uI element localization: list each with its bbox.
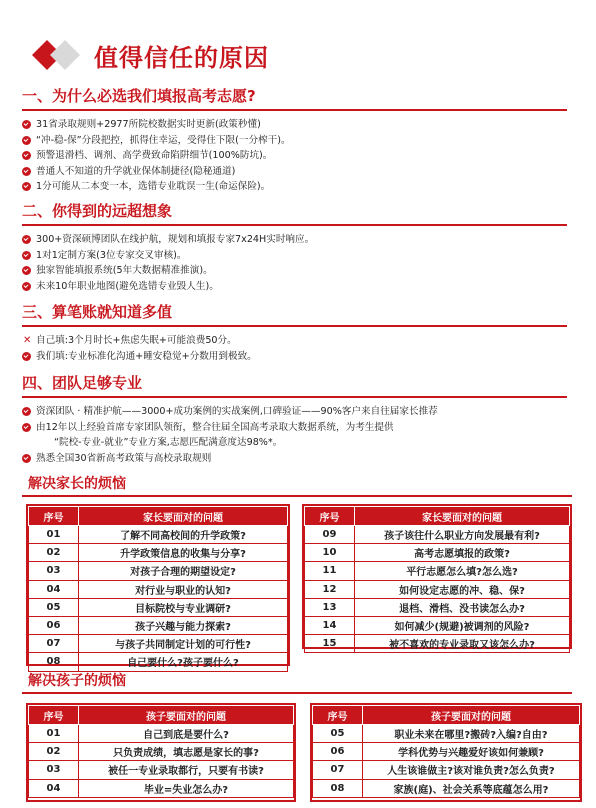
check-circle-icon: [22, 136, 31, 145]
row-number: 08: [313, 779, 363, 797]
row-question: 目标院校与专业调研?: [79, 598, 288, 616]
table-row: [29, 743, 294, 761]
row-question: 对行业与职业的认知?: [79, 580, 288, 598]
col-header-question: 孩子要面对的问题: [79, 706, 294, 725]
check-circle-icon: [22, 352, 31, 361]
row-number: 09: [305, 526, 355, 544]
item-text: 预警退滑档、调剂、高学费致命陷阱细节(100%防坑)。: [36, 150, 273, 162]
section-item: [22, 133, 582, 149]
row-question: 对孩子合理的期望设定?: [79, 562, 288, 580]
row-question: 退档、滑档、没书读怎么办?: [355, 598, 570, 616]
row-question: 如何减少(规避)被调剂的风险?: [355, 616, 570, 634]
item-text: 1分可能从二本变一本，选错专业耽误一生(命运保险)。: [36, 181, 271, 193]
section-item: [22, 420, 582, 436]
check-circle-icon: [22, 182, 31, 191]
section-item: [22, 248, 582, 264]
row-question: 被不喜欢的专业录取又该怎么办?: [355, 635, 570, 653]
item-text: 300+资深硕博团队在线护航，规划和填报专家7x24H实时响应。: [36, 234, 315, 245]
parents-divider: [22, 495, 572, 497]
row-number: 07: [313, 761, 363, 779]
row-number: 01: [29, 725, 79, 743]
check-circle-icon: [22, 423, 31, 432]
row-number: 05: [29, 598, 79, 616]
section-item: [22, 164, 582, 180]
table-row: [29, 725, 294, 743]
table-row: [29, 635, 288, 653]
item-text: “院校-专业-就业”专业方案,志愿匹配满意度达98%*。: [54, 437, 283, 449]
row-question: 高考志愿填报的政策?: [355, 544, 570, 562]
row-question: 被任一专业录取都行，只要有书读?: [79, 761, 294, 779]
table-row: [305, 562, 570, 580]
parents-table-right: [304, 506, 570, 653]
section-item: [22, 148, 582, 164]
table-row: [305, 598, 570, 616]
check-circle-icon: [22, 120, 31, 129]
row-question: 孩子兴趣与能力探索?: [79, 616, 288, 634]
check-circle-icon: [22, 235, 31, 244]
table-row: [29, 526, 288, 544]
row-question: 升学政策信息的收集与分享?: [79, 544, 288, 562]
check-circle-icon: [22, 251, 31, 260]
row-number: 15: [305, 635, 355, 653]
page-title: 值得信任的原因: [94, 44, 269, 72]
table-row: [313, 761, 580, 779]
row-question: 只负责成绩，填志愿是家长的事?: [79, 743, 294, 761]
row-number: 11: [305, 562, 355, 580]
section-item: [22, 179, 582, 195]
table-row: [29, 598, 288, 616]
parents-section-title: 解决家长的烦恼: [28, 476, 126, 492]
parents-table-left: [28, 506, 288, 672]
children-table-right: [312, 705, 580, 798]
item-text: 资深团队 · 精准护航——3000+成功案例的实战案例,口碑验证——90%客户来自往届家长推荐: [36, 406, 438, 417]
page-header: [0, 30, 596, 80]
check-circle-icon: [22, 282, 31, 291]
section-item: [22, 117, 582, 133]
check-circle-icon: [22, 167, 31, 176]
table-row: [29, 653, 288, 671]
col-header-question: 家长要面对的问题: [355, 507, 570, 526]
children-divider: [22, 692, 572, 694]
item-text: 31省录取规则+2977所院校数据实时更新(政策秒懂): [36, 119, 261, 130]
item-text: 独家智能填报系统(5年大数据精准推演)。: [36, 265, 213, 277]
section-title: 二、你得到的远超想象: [22, 202, 173, 220]
row-question: 平行志愿怎么填?怎么选?: [355, 562, 570, 580]
section-item: [22, 435, 582, 451]
row-number: 13: [305, 598, 355, 616]
check-circle-icon: [22, 151, 31, 160]
row-question: 孩子该往什么职业方向发展最有利?: [355, 526, 570, 544]
row-number: 04: [29, 779, 79, 797]
section-item: [22, 333, 582, 349]
item-text: 1对1定制方案(3位专家交叉审核)。: [36, 249, 187, 261]
table-row: [313, 779, 580, 797]
check-circle-icon: [22, 407, 31, 416]
table-row: [305, 635, 570, 653]
section-title: 四、团队足够专业: [22, 374, 143, 392]
row-number: 03: [29, 562, 79, 580]
item-text: 我们填:专业标准化沟通+睡安稳觉+分数用到极致。: [36, 350, 257, 362]
row-question: 自己到底是要什么?: [79, 725, 294, 743]
diamond-logo-icon: [28, 36, 86, 74]
table-row: [305, 526, 570, 544]
section-item: [22, 451, 582, 467]
row-number: 02: [29, 544, 79, 562]
row-number: 03: [29, 761, 79, 779]
item-text: “冲-稳-保”分段把控，抓得住幸运，受得住下限(一分榨干)。: [36, 134, 291, 146]
col-header-no: 序号: [29, 706, 79, 725]
col-header-question: 孩子要面对的问题: [363, 706, 580, 725]
row-question: 了解不同高校间的升学政策?: [79, 526, 288, 544]
row-number: 06: [313, 743, 363, 761]
row-number: 12: [305, 580, 355, 598]
col-header-question: 家长要面对的问题: [79, 507, 288, 526]
section-divider: [22, 224, 567, 226]
row-question: 自己要什么?孩子要什么?: [79, 653, 288, 671]
row-question: 学科优势与兴趣爱好该如何兼顾?: [363, 743, 580, 761]
section-professional-team: [22, 373, 582, 466]
children-section-title: 解决孩子的烦恼: [28, 673, 126, 689]
section-item: [22, 404, 582, 420]
table-row: [305, 544, 570, 562]
table-row: [313, 743, 580, 761]
check-circle-icon: [22, 266, 31, 275]
row-question: 职业未来在哪里?搬砖?入编?自由?: [363, 725, 580, 743]
row-question: 家族(庭)、社会关系等底蕴怎么用?: [363, 779, 580, 797]
table-header-row: [313, 706, 580, 725]
section-item: [22, 279, 582, 295]
section-divider: [22, 109, 567, 111]
section-why-choose-us: [22, 86, 582, 195]
col-header-no: 序号: [305, 507, 355, 526]
row-number: 10: [305, 544, 355, 562]
table-row: [29, 562, 288, 580]
section-what-you-get: [22, 201, 582, 294]
item-text: 由12年以上经验首席专家团队领衔，整合往届全国高考录取大数据系统，为考生提供: [36, 421, 394, 433]
section-item: [22, 263, 582, 279]
section-title: 三、算笔账就知道多值: [22, 303, 173, 321]
section-title: 一、为什么必选我们填报高考志愿?: [22, 87, 256, 105]
section-item: [22, 349, 582, 365]
table-row: [29, 544, 288, 562]
children-table-left: [28, 705, 294, 798]
section-divider: [22, 396, 567, 398]
item-text: 熟悉全国30省新高考政策与高校录取规则: [36, 452, 212, 464]
item-text: 未来10年职业地图(避免选错专业毁人生)。: [36, 280, 219, 292]
row-question: 人生该谁做主?该对谁负责?怎么负责?: [363, 761, 580, 779]
row-number: 07: [29, 635, 79, 653]
table-row: [29, 779, 294, 797]
item-text: 普通人不知道的升学就业保体制捷径(隐秘通道): [36, 165, 236, 177]
row-question: 如何设定志愿的冲、稳、保?: [355, 580, 570, 598]
table-row: [305, 616, 570, 634]
table-row: [305, 580, 570, 598]
row-number: 01: [29, 526, 79, 544]
col-header-no: 序号: [313, 706, 363, 725]
row-number: 06: [29, 616, 79, 634]
row-number: 04: [29, 580, 79, 598]
check-circle-icon: [22, 454, 31, 463]
row-number: 05: [313, 725, 363, 743]
section-divider: [22, 325, 567, 327]
table-row: [29, 580, 288, 598]
table-row: [29, 616, 288, 634]
item-text: 自己填:3个月时长+焦虑失眠+可能浪费50分。: [36, 335, 237, 346]
table-header-row: [29, 706, 294, 725]
section-item: [22, 232, 582, 248]
section-cost-comparison: [22, 302, 582, 364]
col-header-no: 序号: [29, 507, 79, 526]
cross-icon: ✕: [23, 335, 32, 346]
table-row: [313, 725, 580, 743]
table-header-row: [305, 507, 570, 526]
row-number: 02: [29, 743, 79, 761]
table-row: [29, 761, 294, 779]
row-number: 14: [305, 616, 355, 634]
row-question: 与孩子共同制定计划的可行性?: [79, 635, 288, 653]
table-header-row: [29, 507, 288, 526]
row-number: 08: [29, 653, 79, 671]
row-question: 毕业=失业怎么办?: [79, 779, 294, 797]
